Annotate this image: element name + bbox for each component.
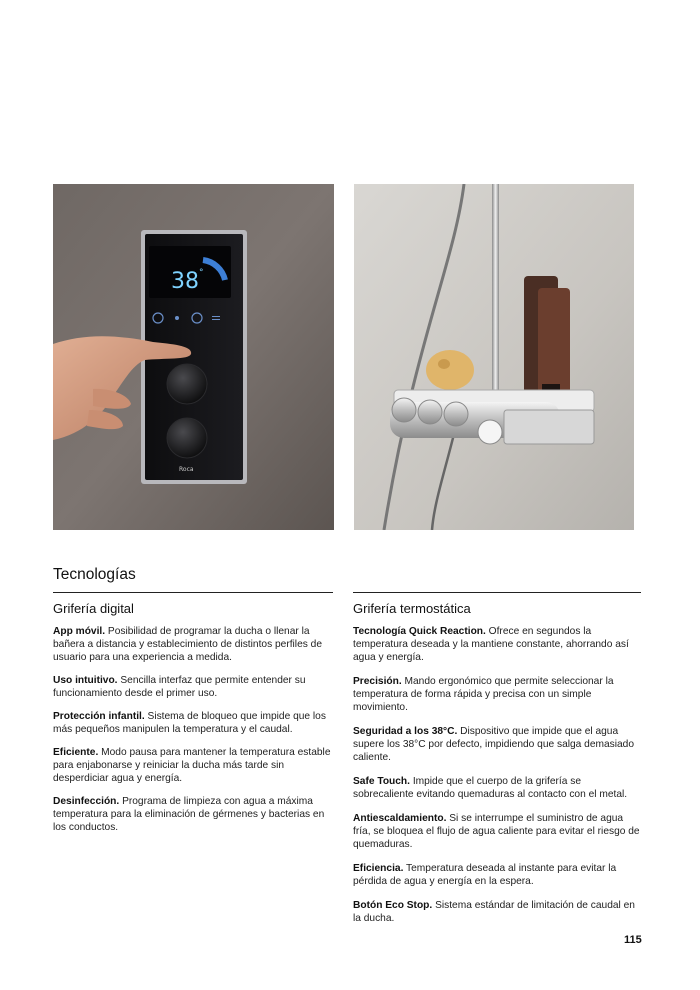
column-title: Grifería digital — [53, 601, 134, 616]
thermostatic-shower-illustration — [354, 184, 634, 530]
feature-text: Si se interrumpe el suministro de agua fría, se bloquea el flujo de agua caliente para evitar el riesgo de quemaduras. — [353, 813, 640, 850]
thermostatic-faucet-column — [353, 601, 641, 936]
feature-item — [353, 899, 641, 925]
feature-item — [353, 812, 641, 851]
panel-logo: Roca — [179, 466, 194, 473]
feature-text: Programa de limpieza con agua a máxima temperatura para la eliminación de gérmenes y bacterias en los conductos. — [53, 796, 325, 833]
screen-degree: ° — [199, 268, 204, 278]
feature-text: Sencilla interfaz que permite entender su funcionamiento desde el primer uso. — [53, 675, 306, 699]
feature-term: Eficiencia. — [353, 863, 404, 874]
feature-text: Modo pausa para mantener la temperatura estable para enjabonarse y reiniciar la ducha más tarde sin desperdiciar agua y energía. — [53, 747, 331, 784]
page-number: 115 — [624, 934, 642, 946]
feature-text: Impide que el cuerpo de la grifería se sobrecaliente evitando quemaduras al contacto con el metal. — [353, 776, 628, 800]
feature-term: Precisión. — [353, 676, 402, 687]
section-divider-left — [53, 592, 333, 593]
feature-text: Mando ergonómico que permite seleccionar la temperatura de forma rápida y precisa con un simple movimiento. — [353, 676, 614, 713]
feature-term: Tecnología Quick Reaction. — [353, 626, 486, 637]
feature-item — [353, 675, 641, 714]
feature-text: Posibilidad de programar la ducha o llenar la bañera a distancia y establecimiento de distintos perfiles de usuario para una experiencia a medida. — [53, 626, 322, 663]
feature-term: Protección infantil. — [53, 711, 145, 722]
feature-term: App móvil. — [53, 626, 106, 637]
feature-term: Desinfección. — [53, 796, 120, 807]
digital-control-photo — [53, 184, 334, 530]
feature-text: Temperatura deseada al instante para evitar la pérdida de agua y energía en la espera. — [353, 863, 617, 887]
feature-item — [353, 625, 641, 664]
feature-text: Sistema estándar de limitación de caudal en la ducha. — [353, 900, 635, 924]
feature-term: Safe Touch. — [353, 776, 410, 787]
feature-term: Antiescaldamiento. — [353, 813, 447, 824]
feature-term: Eficiente. — [53, 747, 99, 758]
digital-faucet-column — [53, 601, 333, 844]
feature-item — [53, 625, 333, 664]
feature-item — [53, 746, 333, 785]
section-title: Tecnologías — [53, 566, 136, 583]
feature-text: Ofrece en segundos la temperatura deseada y la mantiene constante, ahorrando así agua y energía. — [353, 626, 629, 663]
feature-term: Seguridad a los 38°C. — [353, 726, 458, 737]
feature-item — [353, 775, 641, 801]
feature-item — [53, 795, 333, 834]
screen-temperature: 38 — [171, 269, 199, 294]
section-divider-right — [353, 592, 641, 593]
feature-item — [53, 710, 333, 736]
feature-term: Botón Eco Stop. — [353, 900, 433, 911]
feature-text: Dispositivo que impide que el agua supere los 38°C por defecto, impidiendo que salga demasiado caliente. — [353, 726, 635, 763]
digital-control-illustration — [53, 184, 334, 530]
thermostatic-shower-photo — [354, 184, 634, 530]
feature-item — [353, 862, 641, 888]
feature-item — [353, 725, 641, 764]
feature-text: Sistema de bloqueo que impide que los más pequeños manipulen la temperatura y el caudal. — [53, 711, 326, 735]
feature-term: Uso intuitivo. — [53, 675, 118, 686]
feature-item — [53, 674, 333, 700]
column-title: Grifería termostática — [353, 601, 471, 616]
